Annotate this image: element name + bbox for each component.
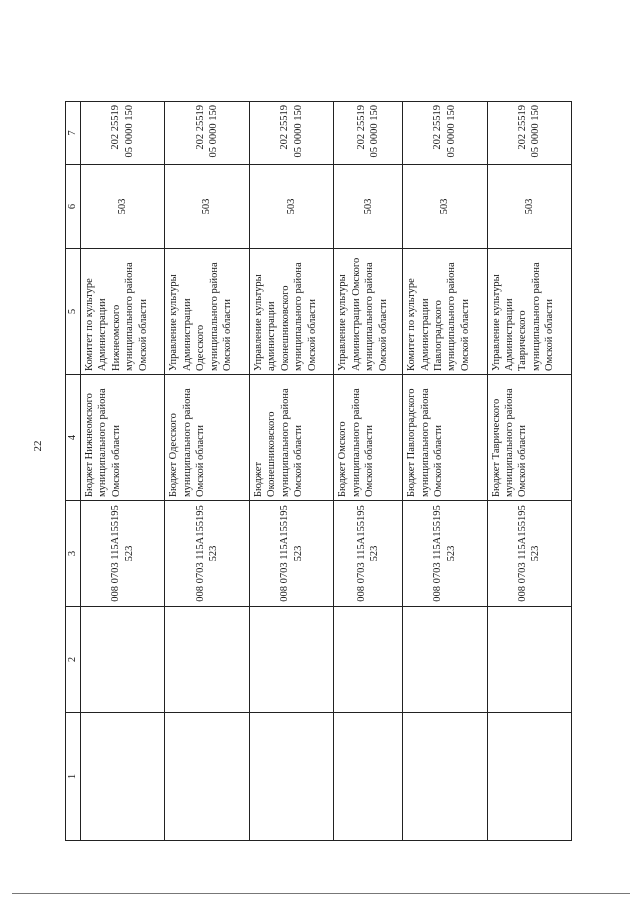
column-header-6: 6 [66, 165, 81, 249]
table-row [403, 102, 487, 841]
cell-budget-code: 008 0703 115A155195 523 [334, 501, 403, 607]
cell-budget-name: Бюджет Оконешниковского муниципального района Омской области [249, 375, 333, 501]
cell-col1 [81, 713, 165, 841]
cell-budget-code: 008 0703 115A155195 523 [165, 501, 249, 607]
cell-revenue-code: 202 25519 05 0000 150 [249, 102, 333, 165]
cell-admin-code: 503 [487, 165, 571, 249]
cell-administrator: Управление культуры Администрации Омского муниципального района Омской области [334, 249, 403, 375]
column-header-1: 1 [66, 713, 81, 841]
cell-budget-code: 008 0703 115A155195 523 [487, 501, 571, 607]
cell-administrator: Комитет по культуре Администрации Павлоградского муниципального района Омской области [403, 249, 487, 375]
column-header-2: 2 [66, 607, 81, 713]
cell-col1 [249, 713, 333, 841]
table-row [334, 102, 403, 841]
rotated-table-container [65, 102, 572, 841]
cell-col1 [487, 713, 571, 841]
cell-budget-code: 008 0703 115A155195 523 [81, 501, 165, 607]
cell-budget-code: 008 0703 115A155195 523 [249, 501, 333, 607]
cell-budget-name: Бюджет Павлоградского муниципального района Омской области [403, 375, 487, 501]
cell-revenue-code: 202 25519 05 0000 150 [81, 102, 165, 165]
table-header-row [66, 102, 81, 841]
column-header-4: 4 [66, 375, 81, 501]
cell-admin-code: 503 [334, 165, 403, 249]
cell-col2 [403, 607, 487, 713]
cell-admin-code: 503 [81, 165, 165, 249]
cell-administrator: Комитет по культуре Администрации Нижнеомского муниципального района Омской области [81, 249, 165, 375]
cell-budget-name: Бюджет Одесского муниципального района Омской области [165, 375, 249, 501]
column-header-5: 5 [66, 249, 81, 375]
cell-col2 [334, 607, 403, 713]
cell-col2 [81, 607, 165, 713]
cell-administrator: Управление культуры Администрации Одесского муниципального района Омской области [165, 249, 249, 375]
table-row [81, 102, 165, 841]
cell-col1 [165, 713, 249, 841]
cell-col2 [487, 607, 571, 713]
column-header-7: 7 [66, 102, 81, 165]
cell-administrator: Управление культуры администрации Оконешниковского муниципального района Омской области [249, 249, 333, 375]
cell-budget-code: 008 0703 115A155195 523 [403, 501, 487, 607]
table-row [249, 102, 333, 841]
cell-budget-name: Бюджет Таврического муниципального района Омской области [487, 375, 571, 501]
cell-administrator: Управление культуры Администрации Таврического муниципального района Омской области [487, 249, 571, 375]
cell-admin-code: 503 [249, 165, 333, 249]
budget-allocation-table [65, 101, 572, 841]
cell-admin-code: 503 [403, 165, 487, 249]
cell-budget-name: Бюджет Омского муниципального района Омской области [334, 375, 403, 501]
cell-col1 [403, 713, 487, 841]
table-row [165, 102, 249, 841]
cell-col2 [249, 607, 333, 713]
cell-revenue-code: 202 25519 05 0000 150 [165, 102, 249, 165]
cell-col2 [165, 607, 249, 713]
cell-col1 [334, 713, 403, 841]
cell-revenue-code: 202 25519 05 0000 150 [487, 102, 571, 165]
page-number: 22 [32, 440, 44, 452]
column-header-3: 3 [66, 501, 81, 607]
table-row [487, 102, 571, 841]
cell-admin-code: 503 [165, 165, 249, 249]
cell-revenue-code: 202 25519 05 0000 150 [403, 102, 487, 165]
cell-revenue-code: 202 25519 05 0000 150 [334, 102, 403, 165]
bottom-rule [12, 893, 630, 894]
cell-budget-name: Бюджет Нижнеомского муниципального района Омской области [81, 375, 165, 501]
